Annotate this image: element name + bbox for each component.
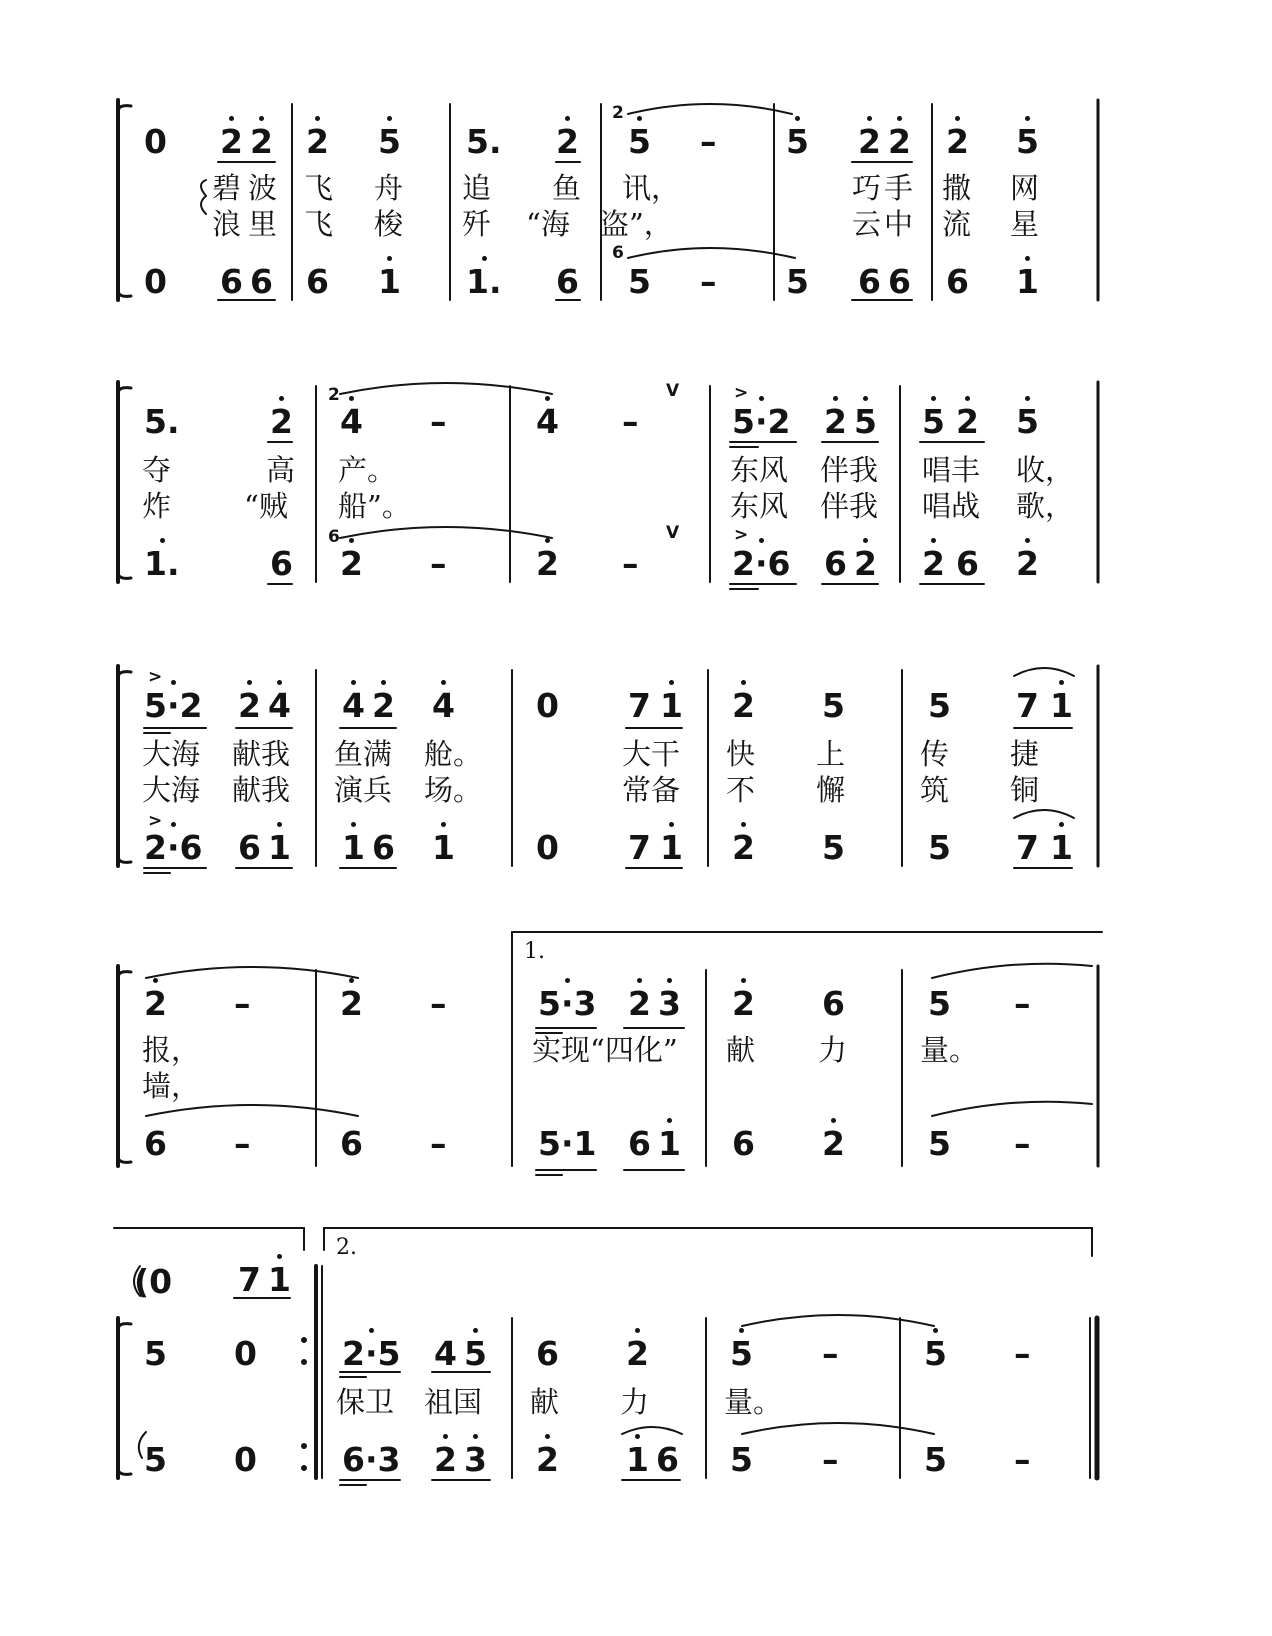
note: 6 [956, 544, 979, 583]
note: 1 [268, 828, 291, 867]
note: 5. [144, 402, 180, 441]
lyric: 东风 [730, 489, 789, 523]
lyric: 歼 [462, 207, 492, 241]
note: 5. [466, 122, 502, 161]
lyric: 中 [884, 207, 914, 241]
note: 1 [1050, 686, 1073, 725]
lyric: 献我 [232, 773, 291, 807]
lyric: 传 [920, 737, 950, 771]
accent-mark: > [148, 667, 163, 687]
lyric: 云 [852, 207, 882, 241]
lyric: 舱。 [424, 737, 483, 771]
lyric: 捷 [1010, 737, 1040, 771]
note: 5·2 [144, 686, 203, 725]
note: 4 [268, 686, 291, 725]
note: 2 [144, 984, 167, 1023]
dash: – [700, 122, 717, 161]
note: 2 [238, 686, 261, 725]
note: 5·2 [732, 402, 791, 441]
note: 5·1 [538, 1124, 597, 1163]
note: 5 [628, 122, 651, 161]
note: 5 [730, 1440, 753, 1479]
note: 5 [928, 686, 951, 725]
note: 1. [466, 262, 502, 301]
note: 1 [342, 828, 365, 867]
note: 2 [626, 1334, 649, 1373]
grace-note: 2 [612, 103, 624, 123]
lyric: 大干 [622, 737, 681, 771]
note: (0 [134, 1262, 173, 1301]
lyric: 船”。 [338, 489, 411, 523]
note: 6 [536, 1334, 559, 1373]
lyric: 巧 [852, 171, 882, 205]
note: 5 [922, 402, 945, 441]
note: 2·5 [342, 1334, 401, 1373]
dash: – [430, 1124, 447, 1163]
note: 7 [238, 1260, 261, 1299]
note: 1 [432, 828, 455, 867]
note: 5 [730, 1334, 753, 1373]
note: 5 [822, 686, 845, 725]
dash: – [234, 984, 251, 1023]
lyric: 梭 [374, 207, 404, 241]
lyric: 唱战 [922, 489, 981, 523]
accent-mark: > [148, 811, 163, 831]
lyric: 墙， [142, 1069, 201, 1103]
note: 5 [924, 1334, 947, 1373]
lyric: 保卫 [336, 1385, 395, 1419]
lyric: 唱丰 [922, 453, 981, 487]
note: 5 [854, 402, 877, 441]
note: 5 [924, 1440, 947, 1479]
lyric: 撒 [942, 171, 972, 205]
note: 2 [434, 1440, 457, 1479]
lyric: 鱼满 [334, 737, 393, 771]
note: 4 [432, 686, 455, 725]
note: 6 [946, 262, 969, 301]
dash: – [1014, 984, 1031, 1023]
note: 2 [556, 122, 579, 161]
breath-mark: V [666, 381, 680, 401]
lyric: 量。 [724, 1385, 783, 1419]
accent-mark: > [734, 525, 749, 545]
lyric: 东风 [730, 453, 789, 487]
note: 1 [660, 686, 683, 725]
note: 3 [464, 1440, 487, 1479]
note: 5 [786, 262, 809, 301]
note: 0 [536, 828, 559, 867]
lyric: 碧 [212, 171, 242, 205]
lyric: 流 [942, 207, 972, 241]
lyric: 伴我 [820, 453, 879, 487]
note: 6 [144, 1124, 167, 1163]
note: 2 [1016, 544, 1039, 583]
lyric: 懈 [816, 773, 846, 807]
note: 2 [888, 122, 911, 161]
dash: – [822, 1334, 839, 1373]
note: 6 [340, 1124, 363, 1163]
note: 4 [434, 1334, 457, 1373]
note: 7 [628, 686, 651, 725]
lyric: 浪 [212, 207, 242, 241]
note: 3 [658, 984, 681, 1023]
note: 5 [786, 122, 809, 161]
note: 0 [144, 122, 167, 161]
note: 6 [628, 1124, 651, 1163]
note: 7 [1016, 686, 1039, 725]
note: 5 [928, 1124, 951, 1163]
note: 5 [144, 1334, 167, 1373]
lyric: 量。 [920, 1033, 979, 1067]
note: 2 [340, 544, 363, 583]
note: 6 [220, 262, 243, 301]
note: 2 [628, 984, 651, 1023]
note: 2·6 [144, 828, 203, 867]
lyric: 高 [266, 453, 296, 487]
dash: – [430, 984, 447, 1023]
lyric: 波 [248, 171, 278, 205]
note: 6 [238, 828, 261, 867]
note: 1 [378, 262, 401, 301]
note: 6 [732, 1124, 755, 1163]
note: 1 [660, 828, 683, 867]
note: 5 [822, 828, 845, 867]
accent-mark: > [734, 383, 749, 403]
note: 2·6 [732, 544, 791, 583]
note: 2 [250, 122, 273, 161]
lyric: 献 [530, 1385, 560, 1419]
dash: – [700, 262, 717, 301]
lyric: 伴我 [820, 489, 879, 523]
volta-2: 2. [336, 1235, 357, 1260]
note: 1 [658, 1124, 681, 1163]
note: 6 [556, 262, 579, 301]
lyric: 盗”， [600, 207, 673, 241]
note: 0 [144, 262, 167, 301]
lyric: 收， [1016, 453, 1075, 487]
note: 2 [220, 122, 243, 161]
volta-1: 1. [524, 939, 545, 964]
note: 5 [378, 122, 401, 161]
lyric: 铜 [1010, 773, 1040, 807]
lyric: 筑 [920, 773, 950, 807]
lyric: 追 [462, 171, 492, 205]
note: 6 [858, 262, 881, 301]
lyric: 网 [1010, 171, 1040, 205]
note: 2 [732, 984, 755, 1023]
note: 6 [824, 544, 847, 583]
note: 5 [928, 828, 951, 867]
lyric: 炸 [142, 489, 172, 523]
lyric: 演兵 [334, 773, 393, 807]
grace-note: 6 [328, 527, 340, 547]
lyric: 献 [726, 1033, 756, 1067]
note: 2 [824, 402, 847, 441]
breath-mark: V [666, 523, 680, 543]
lyric: 祖国 [424, 1385, 483, 1419]
note: 2 [340, 984, 363, 1023]
dash: – [1014, 1334, 1031, 1373]
note: 5·3 [538, 984, 597, 1023]
lyric: 手 [884, 171, 914, 205]
note: 7 [1016, 828, 1039, 867]
note: 5 [1016, 122, 1039, 161]
note: 6 [306, 262, 329, 301]
dash: – [622, 402, 639, 441]
note: 6 [250, 262, 273, 301]
note: 2 [732, 828, 755, 867]
note: 2 [536, 1440, 559, 1479]
note: 2 [372, 686, 395, 725]
note: 2 [854, 544, 877, 583]
lyric: 飞 [304, 207, 334, 241]
note: 2 [536, 544, 559, 583]
lyric: 实现“四化” [532, 1033, 678, 1067]
note: 2 [858, 122, 881, 161]
lyric: 飞 [304, 171, 334, 205]
note: 6 [270, 544, 293, 583]
note: 1. [144, 544, 180, 583]
lyric: 星 [1010, 207, 1040, 241]
lyric: “贼 [244, 489, 288, 523]
lyric: 不 [726, 773, 756, 807]
note: 1 [268, 1260, 291, 1299]
dash: – [1014, 1440, 1031, 1479]
dash: – [234, 1124, 251, 1163]
note: 5 [628, 262, 651, 301]
lyric: 里 [248, 207, 278, 241]
note: 0 [536, 686, 559, 725]
note: 1 [626, 1440, 649, 1479]
note: 4 [342, 686, 365, 725]
note: 4 [536, 402, 559, 441]
note: 2 [732, 686, 755, 725]
lyric: 报， [142, 1033, 201, 1067]
dash: – [622, 544, 639, 583]
lyric: 歌， [1016, 489, 1075, 523]
note: 2 [922, 544, 945, 583]
note: 5 [928, 984, 951, 1023]
lyric: 大海 [142, 737, 201, 771]
note: 6 [888, 262, 911, 301]
lyric: 力 [620, 1385, 650, 1419]
note: 6 [372, 828, 395, 867]
lyric: 鱼 [552, 171, 582, 205]
note: 2 [956, 402, 979, 441]
lyric: 力 [818, 1033, 848, 1067]
lyric: 产。 [338, 453, 397, 487]
note: 5 [464, 1334, 487, 1373]
note: 2 [306, 122, 329, 161]
lyric: 场。 [424, 773, 483, 807]
lyric: 快 [726, 737, 756, 771]
note: 2 [270, 402, 293, 441]
note: 0 [234, 1440, 257, 1479]
note: 0 [234, 1334, 257, 1373]
note: 4 [340, 402, 363, 441]
lyric: 舟 [374, 171, 404, 205]
grace-note: 2 [328, 385, 340, 405]
note: 5 [144, 1440, 167, 1479]
note: 1 [1016, 262, 1039, 301]
note: 2 [946, 122, 969, 161]
lyric: 献我 [232, 737, 291, 771]
dash: – [822, 1440, 839, 1479]
note: 6 [656, 1440, 679, 1479]
note: 6 [822, 984, 845, 1023]
grace-note: 6 [612, 243, 624, 263]
lyric: 讯， [622, 171, 681, 205]
lyric: 夺 [142, 453, 172, 487]
lyric: 上 [816, 737, 846, 771]
note: 2 [822, 1124, 845, 1163]
note: 5 [1016, 402, 1039, 441]
dash: – [430, 544, 447, 583]
note: 7 [628, 828, 651, 867]
dash: – [430, 402, 447, 441]
lyric: 常备 [622, 773, 681, 807]
note: 1 [1050, 828, 1073, 867]
dash: – [1014, 1124, 1031, 1163]
note: 6·3 [342, 1440, 401, 1479]
lyric: 大海 [142, 773, 201, 807]
lyric: “海 [526, 207, 570, 241]
